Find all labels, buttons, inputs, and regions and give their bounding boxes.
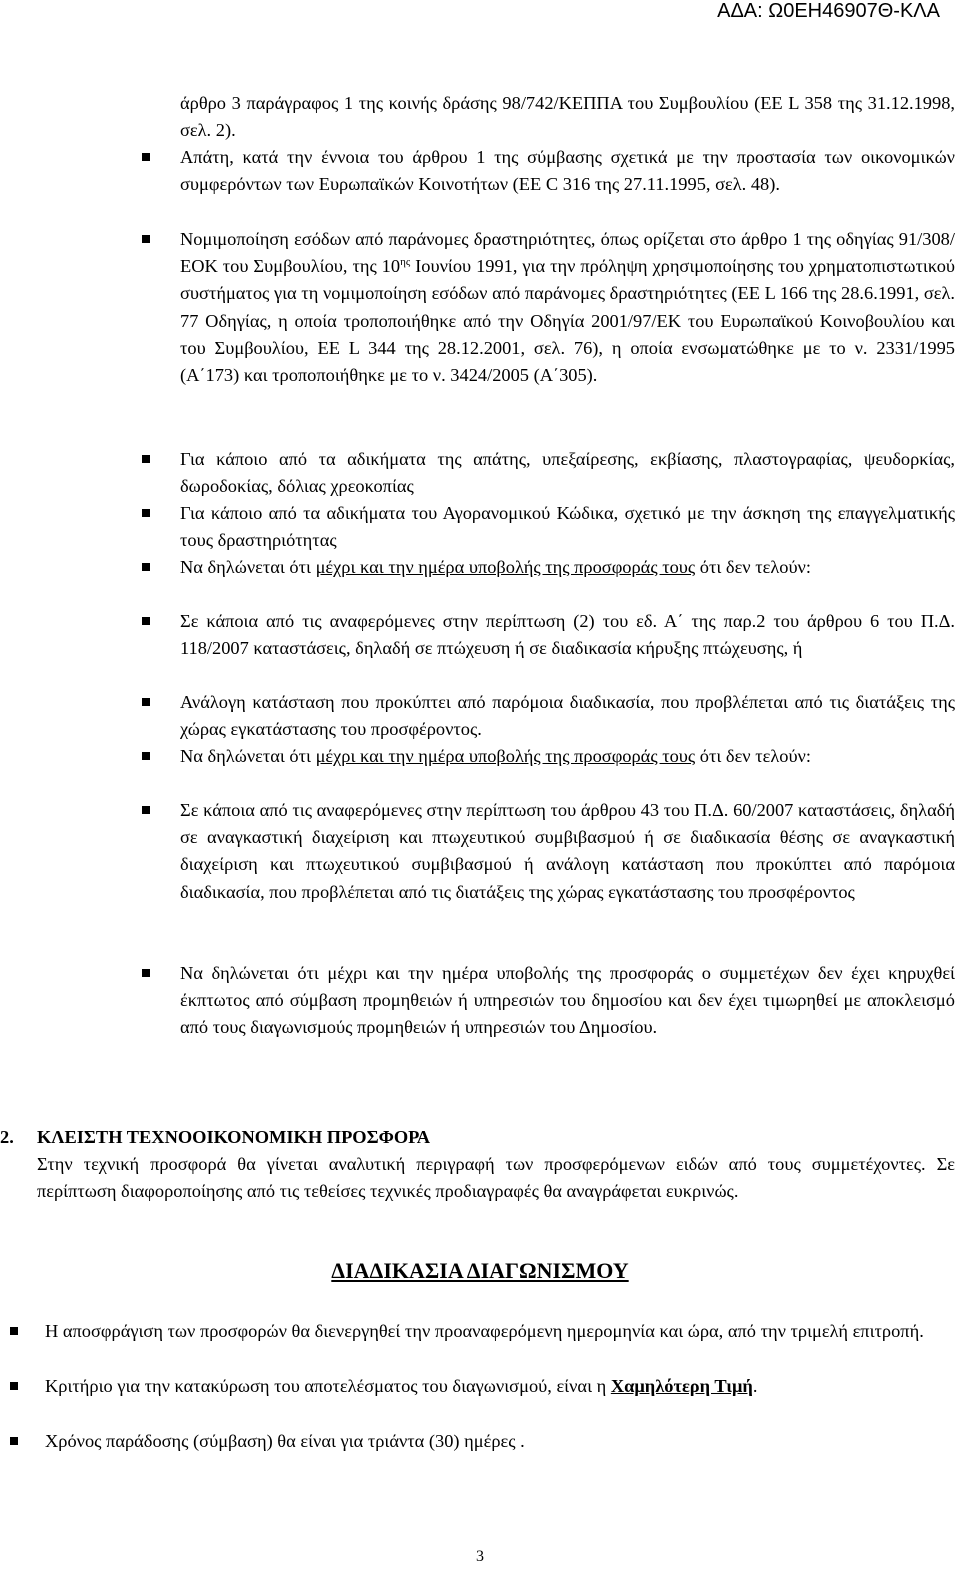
list-item [180,689,955,743]
square-bullet-icon [142,563,150,571]
list-item-text: ότι δεν τελούν: [695,557,811,577]
square-bullet-icon [142,752,150,760]
list-item-text: ότι δεν τελούν: [695,746,811,766]
list-item-text: Νομιμοποίηση εσόδων από παράνομες δραστηριότητες, όπως ορίζεται στο άρθρο 1 της οδηγίας 91/308/ΕΟΚ του Συμβουλίου, της 10 [180,229,955,277]
continuation-paragraph: άρθρο 3 παράγραφος 1 της κοινής δράσης 98/742/ΚΕΠΠΑ του Συμβουλίου (ΕΕ L 358 της 31.12.1998, σελ. 2). [180,93,955,141]
section-number: 2. [0,1127,14,1147]
list-item-text: Για κάποιο από τα αδικήματα του Αγορανομικού Κώδικα, σχετικό με την άσκηση της επαγγελματικής τους δραστηριότητας [180,503,955,551]
list-item-text: Σε κάποια από τις αναφερόμενες στην περίπτωση (2) του εδ. Α΄ της παρ.2 του άρθρου 6 του Π.Δ. 118/2007 καταστάσεις, δηλαδή σε πτώχευση ή σε διαδικασία κήρυξης πτώχευσης, ή [180,611,955,659]
list-item [180,797,955,906]
section-body: Στην τεχνική προσφορά θα γίνεται αναλυτική περιγραφή των προσφερόμενων ειδών από τους συμμετέχοντες. Σε περίπτωση διαφοροποίησης από τις τεθείσες τεχνικές προδιαγραφές θα αναγράφεται ευκρινώς. [37,1154,955,1202]
list-item [45,1428,955,1455]
procedure-title: ΔΙΑΔΙΚΑΣΙΑ ΔΙΑΓΩΝΙΣΜΟΥ [331,1258,629,1283]
list-item-text: . [752,1376,758,1396]
list-item [45,1373,955,1400]
square-bullet-icon [10,1327,18,1335]
list-item-text: Απάτη, κατά την έννοια του άρθρου 1 της σύμβασης σχετικά με την προστασία των οικονομικών συμφερόντων των Ευρωπαϊκών Κοινοτήτων (ΕΕ C 316 της 27.11.1995, σελ. 48). [180,147,955,195]
list-item [180,743,955,770]
square-bullet-icon [10,1437,18,1445]
square-bullet-icon [10,1382,18,1390]
list-item [180,446,955,500]
square-bullet-icon [142,153,150,161]
document-code: ΑΔΑ: Ω0ΕΗ46907Θ-ΚΛΑ [717,0,940,22]
underlined-text: μέχρι και την ημέρα υποβολής της προσφοράς τους [315,746,696,766]
square-bullet-icon [142,698,150,706]
list-item [45,1318,955,1345]
list-item-text: Να δηλώνεται ότι [180,746,316,766]
list-item-text: Να δηλώνεται ότι μέχρι και την ημέρα υποβολής της προσφοράς ο συμμετέχων δεν έχει κηρυχθεί έκπτωτος από σύμβαση προμηθειών ή υπηρεσιών του δημοσίου και δεν έχει τιμωρηθεί με αποκλεισμό από τους διαγωνισμούς προμηθειών ή υπηρεσιών του Δημοσίου. [180,963,955,1038]
list-item [180,608,955,662]
square-bullet-icon [142,455,150,463]
square-bullet-icon [142,509,150,517]
square-bullet-icon [142,969,150,977]
list-item-text: Κριτήριο για την κατακύρωση του αποτελέσματος του διαγωνισμού, είναι η [45,1376,611,1396]
emphasized-text: Χαμηλότερη Τιμή [610,1376,753,1396]
superscript: ης [400,256,411,269]
list-item-text: Για κάποιο από τα αδικήματα της απάτης, υπεξαίρεσης, εκβίασης, πλαστογραφίας, ψευδορκίας, δωροδοκίας, δόλιας χρεοκοπίας [180,449,955,497]
list-item [180,226,955,389]
section-title: ΚΛΕΙΣΤΗ ΤΕΧΝΟΟΙΚΟΝΟΜΙΚΗ ΠΡΟΣΦΟΡΑ [37,1127,430,1147]
square-bullet-icon [142,235,150,243]
list-item-text: Σε κάποια από τις αναφερόμενες στην περίπτωση του άρθρου 43 του Π.Δ. 60/2007 καταστάσεις, δηλαδή σε αναγκαστική διαχείριση και πτωχευτικού συμβιβασμού ή σε διαδικασία θέσης σε αναγκαστική διαχείριση και πτωχευτικού συμβιβασμού ή ανάλογη κατάσταση που προκύπτει από παρόμοια διαδικασία, που προβλέπεται από τις διατάξεις της χώρας εγκατάστασης του προσφέροντος [180,800,955,902]
list-item-text: Η αποσφράγιση των προσφορών θα διενεργηθεί την προαναφερόμενη ημερομηνία και ώρα, από την τριμελή επιτροπή. [45,1321,924,1341]
underlined-text: μέχρι και την ημέρα υποβολής της προσφοράς τους [315,557,696,577]
list-item-text: Ιουνίου 1991, για την πρόληψη χρησιμοποίησης του χρηματοπιστωτικού συστήματος για τη νομιμοποίηση εσόδων από παράνομες δραστηριότητες (ΕΕ L 166 της 28.6.1991, σελ. 77 Οδηγίας, η οποία τροποποιήθηκε από την Οδηγία 2001/97/ΕΚ του Ευρωπαϊκού Κοινοβουλίου και του Συμβουλίου, ΕΕ L 344 της 28.12.2001, σελ. 76), η οποία ενσωματώθηκε με το ν. 2331/1995 (Α΄173) και τροποποιήθηκε με το ν. 3424/2005 (Α΄305). [180,256,955,386]
list-item-text: Να δηλώνεται ότι [180,557,316,577]
list-item [180,554,955,581]
list-item [180,500,955,554]
page-number: 3 [476,1548,484,1565]
list-item [180,960,955,1042]
square-bullet-icon [142,806,150,814]
list-item [180,144,955,198]
square-bullet-icon [142,617,150,625]
list-item-text: Ανάλογη κατάσταση που προκύπτει από παρόμοια διαδικασία, που προβλέπεται από τις διατάξεις της χώρας εγκατάστασης του προσφέροντος. [180,692,955,740]
list-item-text: Χρόνος παράδοσης (σύμβαση) θα είναι για τριάντα (30) ημέρες . [45,1431,525,1451]
